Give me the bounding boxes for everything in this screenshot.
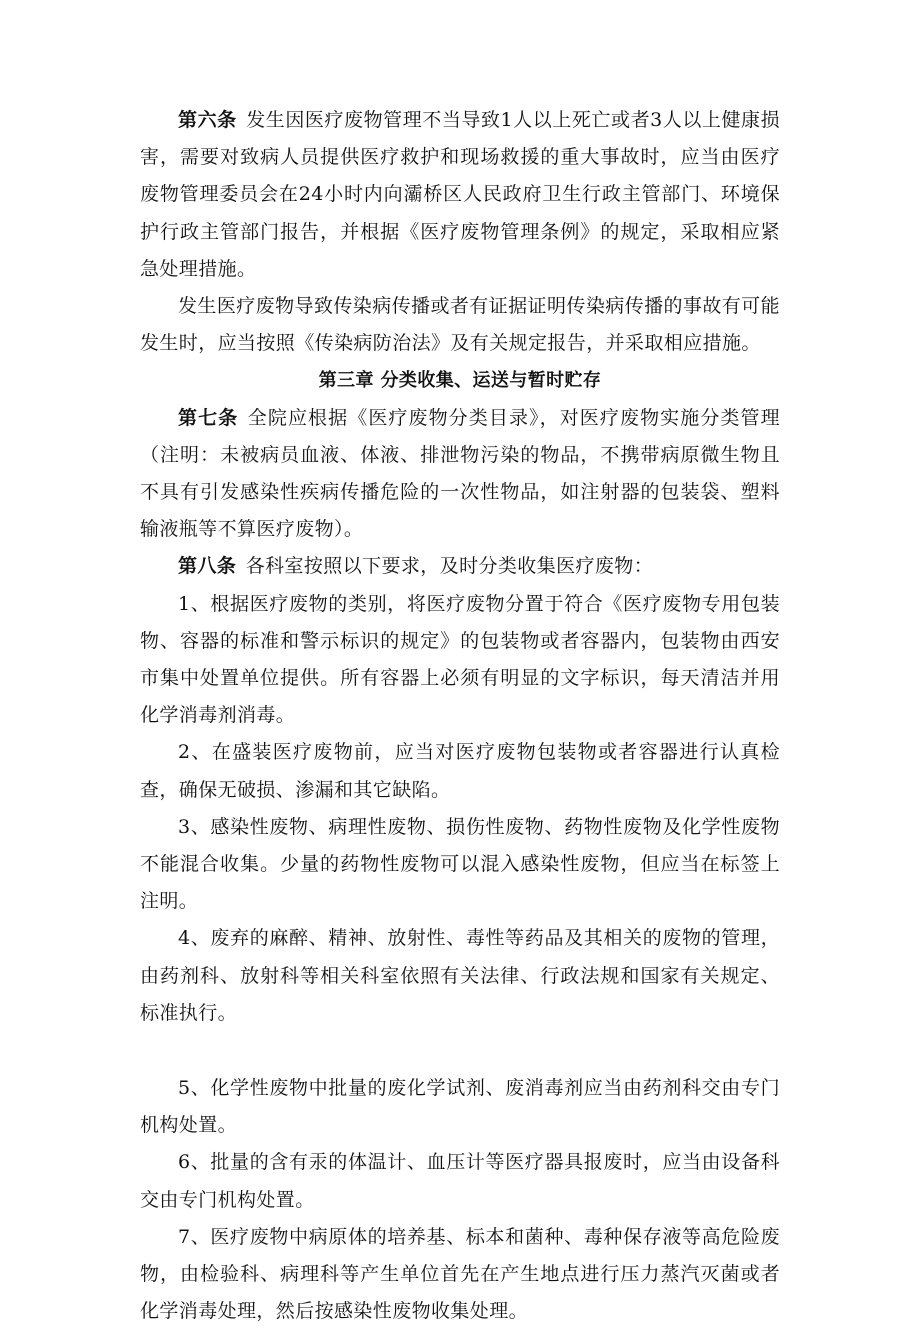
article-7-paragraph <box>140 400 780 549</box>
article-8-item-3: 3、感染性废物、病理性废物、损伤性废物、药物性废物及化学性废物不能混合收集。少量的药物性废物可以混入感染性废物，但应当在标签上注明。 <box>140 815 780 913</box>
article-6-paragraph <box>140 102 780 288</box>
article-8-item-7: 7、医疗废物中病原体的培养基、标本和菌种、毒种保存液等高危险废物，由检验科、病理科等产生单位首先在产生地点进行压力蒸汽灭菌或者化学消毒处理，然后按感染性废物收集处理。 <box>140 1225 780 1323</box>
article-6-paragraph-2: 发生医疗废物导致传染病传播或者有证据证明传染病传播的事故有可能发生时，应当按照《传染病防治法》及有关规定报告，并采取相应措施。 <box>140 295 780 355</box>
article-8-item-5: 5、化学性废物中批量的废化学试剂、废消毒剂应当由药剂科交由专门机构处置。 <box>140 1077 780 1137</box>
article-8-item-4: 4、废弃的麻醉、精神、放射性、毒性等药品及其相关的废物的管理，由药剂科、放射科等相关科室依照有关法律、行政法规和国家有关规定、标准执行。 <box>140 927 780 1024</box>
chapter-3-heading: 第三章 分类收集、运送与暂时贮存 <box>318 370 602 392</box>
blank-line <box>140 1032 780 1070</box>
article-8-label: 第八条 <box>178 555 237 578</box>
article-8-paragraph <box>140 548 780 585</box>
article-8-text: 各科室按照以下要求，及时分类收集医疗废物： <box>245 555 654 578</box>
article-8-item-2: 2、在盛装医疗废物前，应当对医疗废物包装物或者容器进行认真检查，确保无破损、渗漏和其它缺陷。 <box>140 741 780 801</box>
article-8-item-6: 6、批量的含有汞的体温计、血压计等医疗器具报废时，应当由设备科交由专门机构处置。 <box>140 1151 780 1211</box>
article-8-item-1: 1、根据医疗废物的类别，将医疗废物分置于符合《医疗废物专用包装物、容器的标准和警示标识的规定》的包装物或者容器内，包装物由西安市集中处置单位提供。所有容器上必须有明显的文字标识，每天清洁并用化学消毒剂消毒。 <box>140 592 780 727</box>
article-7-label: 第七条 <box>178 406 239 429</box>
article-6-text: 发生因医疗废物管理不当导致1人以上死亡或者3人以上健康损害，需要对致病人员提供医疗救护和现场救援的重大事故时，应当由医疗废物管理委员会在24小时内向灞桥区人民政府卫生行政主管部门、环境保护行政主管部门报告，并根据《医疗废物管理条例》的规定，采取相应紧急处理措施。 <box>140 109 780 280</box>
article-7-text: 全院应根据《医疗废物分类目录》，对医疗废物实施分类管理（注明：未被病员血液、体液、排泄物污染的物品，不携带病原微生物且不具有引发感染性疾病传播危险的一次性物品，如注射器的包装袋、塑料输液瓶等不算医疗废物）。 <box>140 406 780 541</box>
article-6-label: 第六条 <box>178 109 237 131</box>
